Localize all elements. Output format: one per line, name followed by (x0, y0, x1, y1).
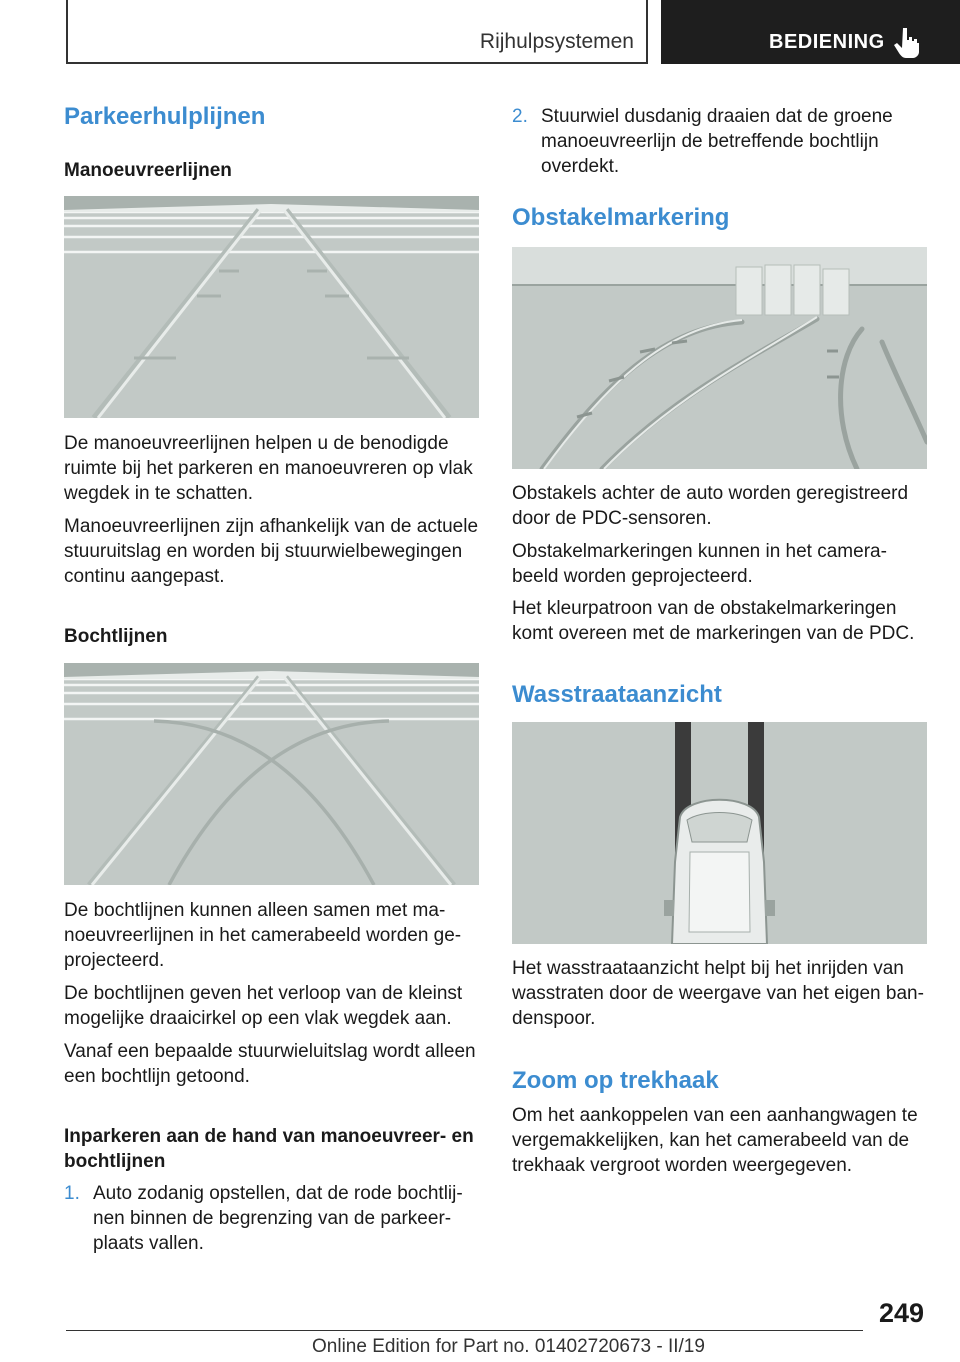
wasstraataanzicht-illustration (512, 722, 927, 944)
step-text: Stuurwiel dusdanig draaien dat de groene manoeuvreerlijn de betreffende bochtlijn overdekt. (541, 106, 893, 177)
page-number: 249 (879, 1298, 925, 1328)
paragraph: Obstakels achter de auto worden geregistreerd door de PDC-sensoren. (512, 483, 909, 529)
edition-text: Online Edition for Part no. 01402720673 - II/19 (312, 1336, 705, 1357)
hand-pointer-icon (894, 26, 922, 58)
paragraph: Vanaf een bepaalde stuurwieluitslag wordt alleen een bochtlijn getoond. (64, 1041, 476, 1087)
paragraph: Obstakelmarkeringen kunnen in het camera‐ beeld worden geprojecteerd. (512, 541, 887, 587)
paragraph: Het wasstraataanzicht helpt bij het inrijden van wasstraten door de weergave van het eigen ban‐ denspoor. (512, 958, 924, 1029)
obstakelmarkering-illustration (512, 247, 927, 469)
subheading-inparkeren: Inparkeren aan de hand van manoeuvreer‐ en bochtlijnen (64, 1126, 474, 1172)
car-top-view (664, 800, 775, 944)
section-heading-obstakelmarkering: Obstakelmarkering (512, 204, 730, 231)
section-heading-parkeerhulplijnen: Parkeerhulplijnen (64, 103, 266, 130)
step-1 (64, 1181, 479, 1256)
section-tab-label: BEDIENING (769, 31, 885, 53)
paragraph: Om het aankoppelen van een aanhangwagen te vergemakkelijken, kan het camerabeeld van de trekhaak vergroot worden weergegeven. (512, 1105, 918, 1176)
subheading-bochtlijnen: Bochtlijnen (64, 626, 168, 647)
page-header (0, 0, 960, 66)
paragraph: De manoeuvreerlijnen helpen u de benodigde ruimte bij het parkeren en manoeuvreren op vlak wegdek in te schatten. (64, 433, 473, 504)
manoeuvreerlijnen-illustration (64, 196, 479, 418)
step-2 (512, 104, 927, 179)
paragraph: De bochtlijnen geven het verloop van de kleinst mogelijke draaicirkel op een vlak wegdek aan. (64, 983, 463, 1029)
footer-rule (66, 1330, 863, 1331)
step-number: 1. (64, 1183, 80, 1204)
paragraph: Manoeuvreerlijnen zijn afhankelijk van de actuele stuuruitslag en worden bij stuurwielbewegingen continu aangepast. (64, 516, 479, 587)
step-text: Auto zodanig opstellen, dat de rode bochtlij‐ nen binnen de begrenzing van de parkeer‐ plaats vallen. (93, 1183, 463, 1254)
chapter-header-box (66, 0, 648, 64)
step-number: 2. (512, 106, 528, 127)
paragraph: Het kleurpatroon van de obstakelmarkeringen komt overeen met de markeringen van de PDC. (512, 598, 915, 644)
bochtlijnen-illustration (64, 663, 479, 885)
subheading-manoeuvreerlijnen: Manoeuvreerlijnen (64, 160, 232, 181)
section-heading-zoom-op-trekhaak: Zoom op trekhaak (512, 1067, 719, 1094)
chapter-title: Rijhulpsystemen (479, 30, 634, 53)
paragraph: De bochtlijnen kunnen alleen samen met ma‐ noeuvreerlijnen in het camerabeeld worden ge‐ projecteerd. (64, 900, 462, 971)
section-heading-wasstraataanzicht: Wasstraataanzicht (512, 681, 722, 708)
